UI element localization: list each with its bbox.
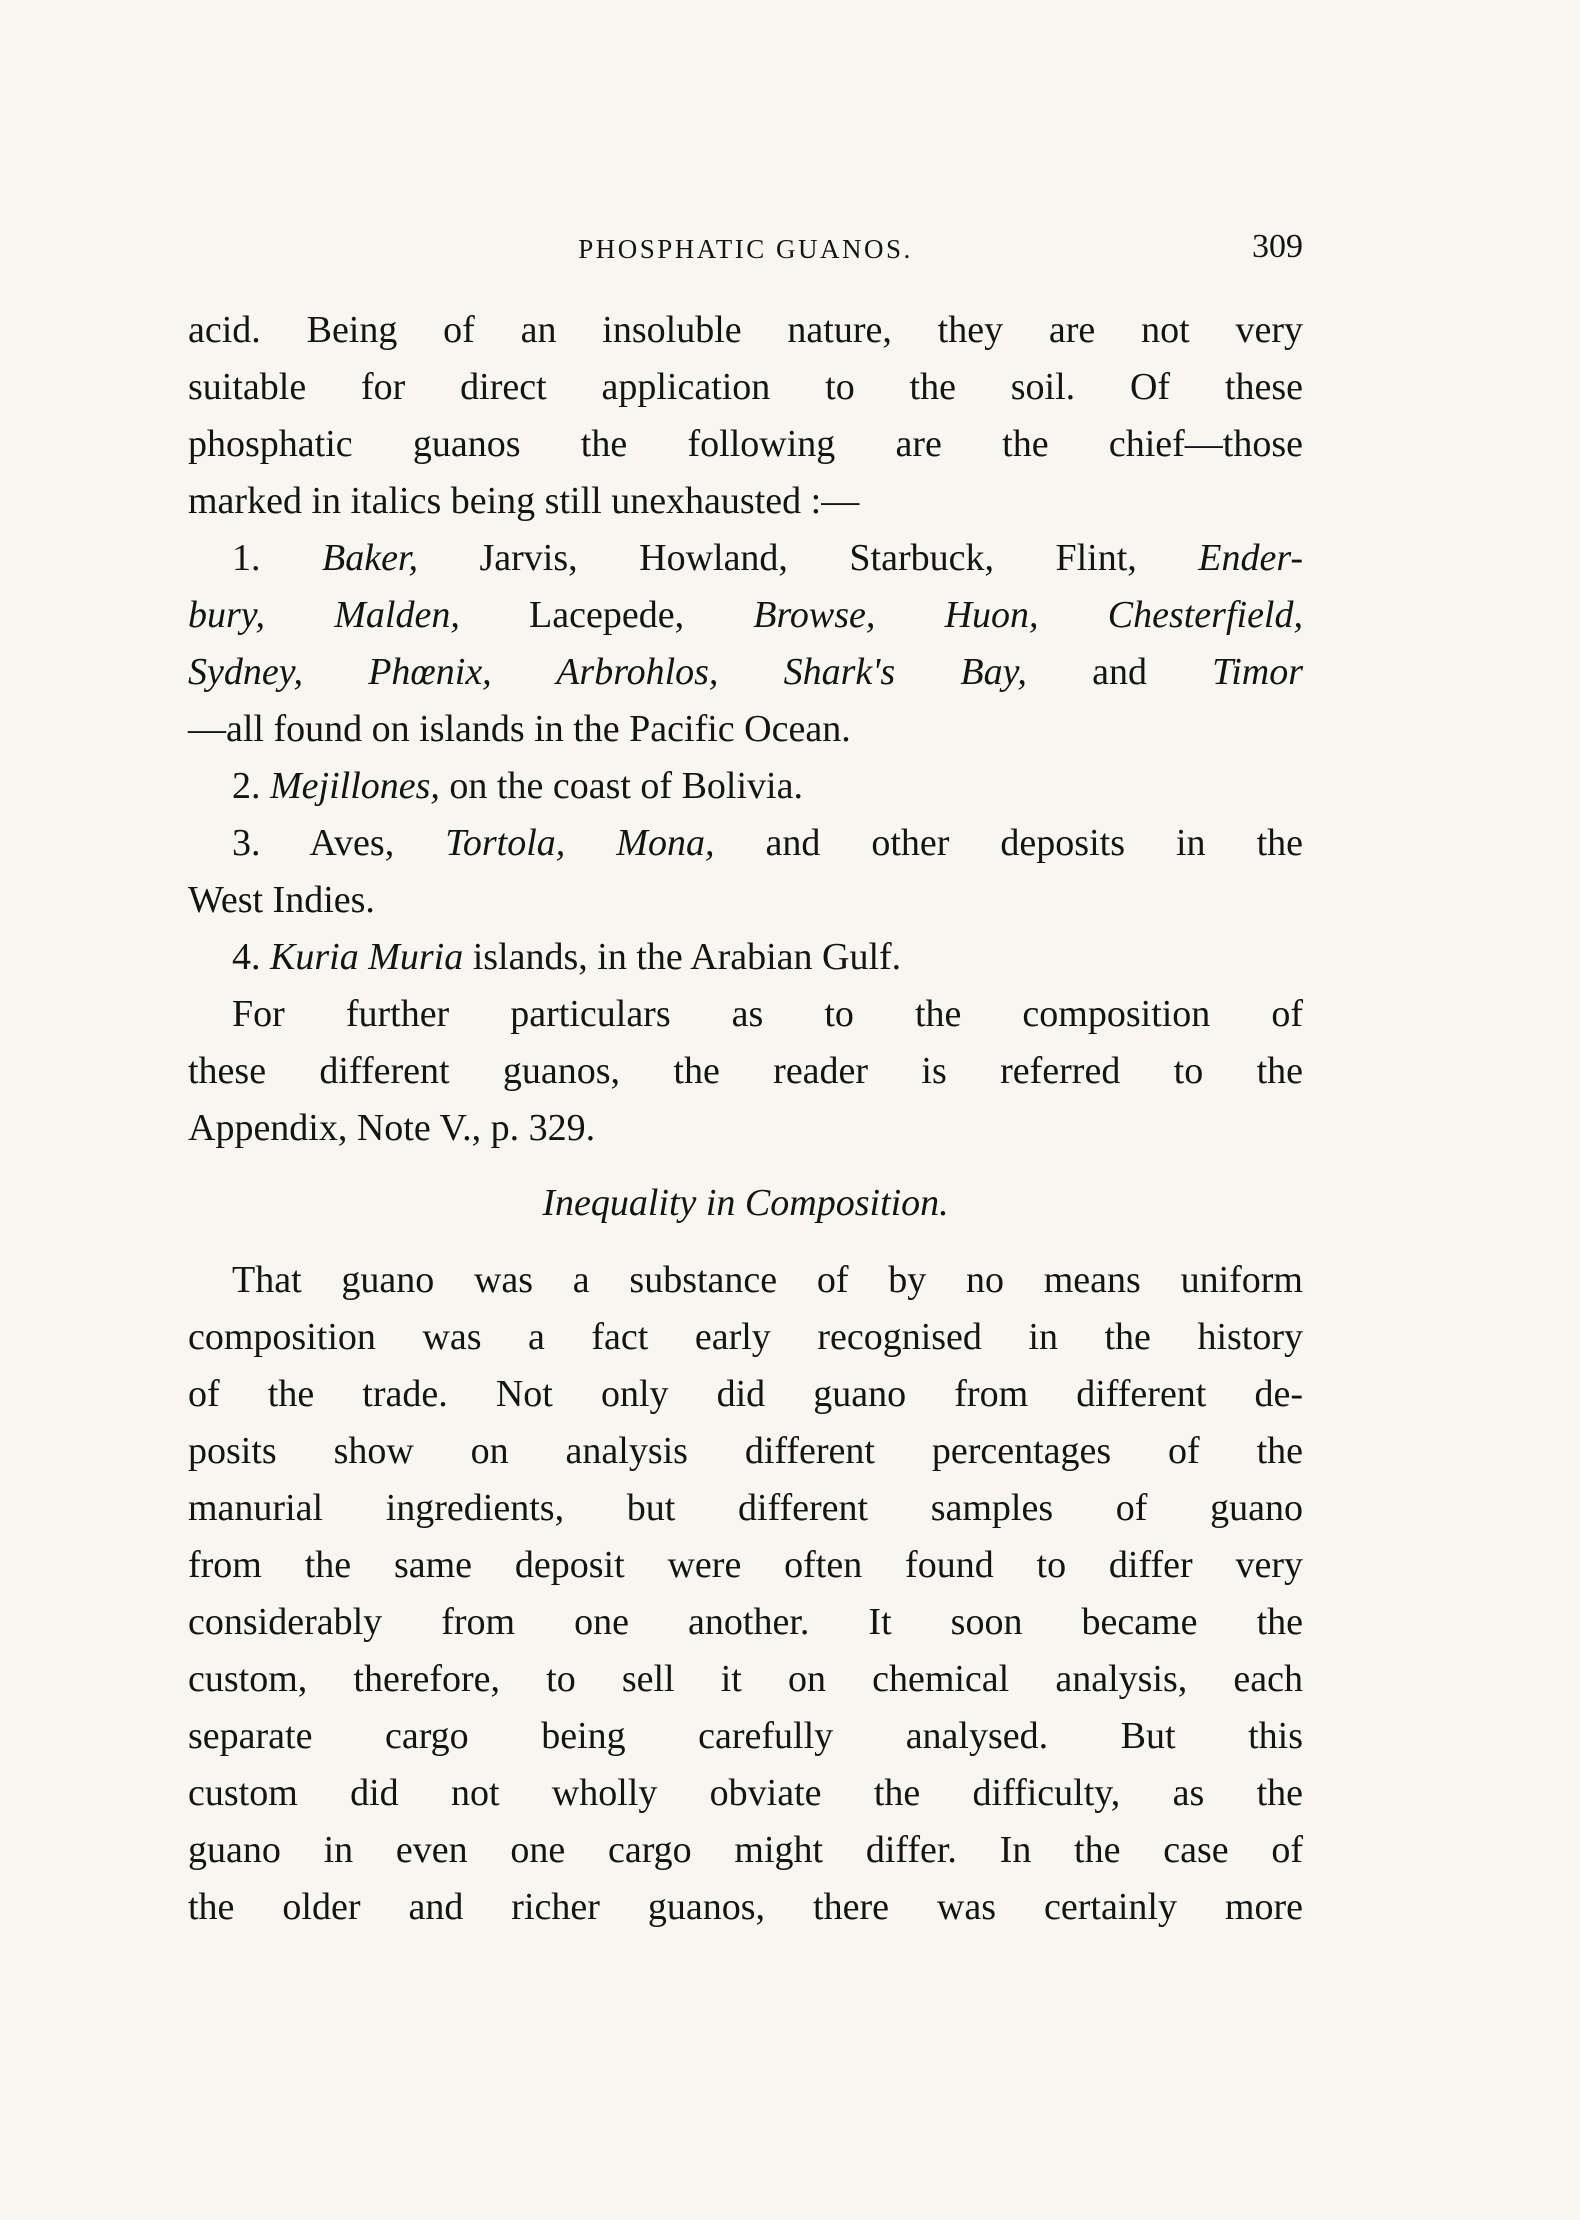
text-line: suitable for direct application to the soil. Of these — [188, 366, 1303, 408]
text-run: and — [1092, 651, 1147, 693]
text-line: considerably from one another. It soon became the — [188, 1601, 1303, 1643]
list-number: 2. — [232, 765, 261, 807]
list-item-2-line — [188, 758, 1303, 815]
text-line: the older and richer guanos, there was certainly more — [188, 1886, 1303, 1928]
text-line — [188, 587, 1303, 644]
italic-name: Tortola, Mona, — [445, 822, 715, 864]
text-line: West Indies. — [188, 879, 375, 921]
list-number: 4. — [232, 936, 261, 978]
text-line: from the same deposit were often found to differ very — [188, 1544, 1303, 1586]
text-line: That guano was a substance of by no means uniform — [232, 1259, 1303, 1301]
text-line: manurial ingredients, but different samples of guano — [188, 1487, 1303, 1529]
running-title: PHOSPHATIC GUANOS. — [578, 234, 913, 264]
section-heading: Inequality in Composition. — [542, 1182, 949, 1224]
text-run: 3. Aves, — [232, 822, 395, 864]
body-text — [188, 302, 1303, 1936]
page-header — [188, 228, 1303, 278]
italic-name: Timor — [1212, 651, 1303, 693]
text-line: separate cargo being carefully analysed. But this — [188, 1715, 1303, 1757]
text-run: Jarvis, Howland, Starbuck, Flint, — [479, 537, 1137, 579]
text-line: these different guanos, the reader is referred to the — [188, 1050, 1303, 1092]
text-run: Lacepede, — [529, 594, 685, 636]
text-run: islands, in the Arabian Gulf. — [472, 936, 902, 978]
list-item-4-line — [188, 929, 1303, 986]
text-line: custom did not wholly obviate the difficulty, as the — [188, 1772, 1303, 1814]
list-item-1-line — [188, 530, 1303, 587]
text-line: posits show on analysis different percentages of the — [188, 1430, 1303, 1472]
text-line: composition was a fact early recognised in the history — [188, 1316, 1303, 1358]
page-number: 309 — [1252, 228, 1303, 265]
text-line: Appendix, Note V., p. 329. — [188, 1107, 596, 1149]
text-line: of the trade. Not only did guano from different de- — [188, 1373, 1303, 1415]
text-line: —all found on islands in the Pacific Ocean. — [188, 708, 851, 750]
italic-name: Mejillones, — [270, 765, 440, 807]
text-line: custom, therefore, to sell it on chemical analysis, each — [188, 1658, 1303, 1700]
italic-name: Ender- — [1198, 537, 1304, 579]
text-line: For further particulars as to the composition of — [232, 993, 1303, 1035]
text-run: and other deposits in the — [765, 822, 1303, 864]
italic-name: Baker, — [321, 537, 419, 579]
text-line: guano in even one cargo might differ. In the case of — [188, 1829, 1303, 1871]
italic-name: Browse, Huon, Chesterfield, — [753, 594, 1303, 636]
italic-name: bury, Malden, — [188, 594, 460, 636]
italic-name: Sydney, Phœnix, Arbrohlos, Shark's Bay, — [188, 651, 1027, 693]
text-line: acid. Being of an insoluble nature, they are not very — [188, 309, 1303, 351]
text-line — [188, 644, 1303, 701]
text-line: marked in italics being still unexhausted :— — [188, 480, 860, 522]
list-number: 1. — [232, 537, 261, 579]
list-item-3-line — [188, 815, 1303, 872]
italic-name: Kuria Muria — [270, 936, 464, 978]
text-line: phosphatic guanos the following are the chief—those — [188, 423, 1303, 465]
text-run: on the coast of Bolivia. — [449, 765, 803, 807]
